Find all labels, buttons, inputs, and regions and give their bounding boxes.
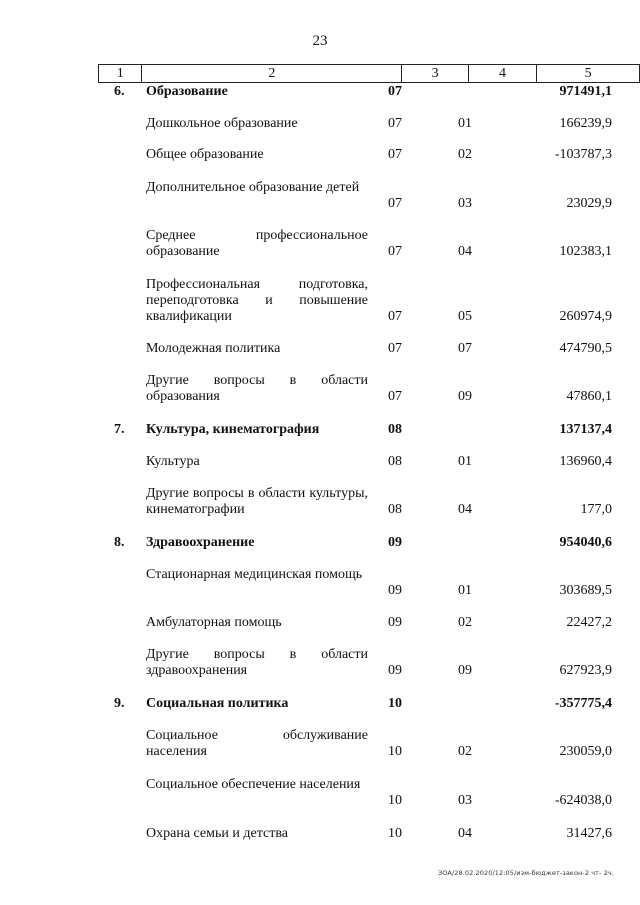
row-name: Культура, кинематография (146, 422, 320, 437)
row-subsection-code: 02 (458, 147, 472, 162)
row-section-code: 09 (388, 663, 402, 678)
row-name: Молодежная политика (146, 341, 281, 356)
row-section-code: 08 (388, 502, 402, 517)
row-subsection-code: 09 (458, 389, 472, 404)
row-amount: 22427,2 (566, 615, 612, 630)
row-subsection-code: 02 (458, 615, 472, 630)
row-name: Общее образование (146, 147, 264, 162)
row-name: Социальное обеспечение населения (146, 777, 361, 792)
row-section-code: 10 (388, 793, 402, 808)
row-section-code: 07 (388, 244, 402, 259)
row-name: Другие вопросы в области культуры, кинематографии (146, 486, 368, 517)
row-amount: -624038,0 (554, 793, 612, 808)
row-section-code: 07 (388, 147, 402, 162)
row-name: Здравоохранение (146, 535, 255, 550)
row-section-code: 09 (388, 583, 402, 598)
row-name: Дополнительное образование детей (146, 180, 360, 195)
row-section-code: 08 (388, 454, 402, 469)
row-name: Амбулаторная помощь (146, 615, 282, 630)
row-section-code: 09 (388, 535, 402, 550)
row-name: Среднее профессиональное образование (146, 228, 368, 259)
row-amount: -103787,3 (554, 147, 612, 162)
row-number: 9. (114, 696, 125, 711)
row-number: 7. (114, 422, 125, 437)
row-section-code: 07 (388, 116, 402, 131)
row-section-code: 09 (388, 615, 402, 630)
row-subsection-code: 01 (458, 583, 472, 598)
row-amount: 31427,6 (566, 826, 612, 841)
row-amount: 47860,1 (566, 389, 612, 404)
row-amount: 627923,9 (559, 663, 612, 678)
row-name: Охрана семьи и детства (146, 826, 288, 841)
row-name: Другие вопросы в области образования (146, 373, 368, 404)
row-section-code: 07 (388, 309, 402, 324)
header-col-2: 2 (142, 65, 402, 83)
row-number: 8. (114, 535, 125, 550)
row-amount: 177,0 (580, 502, 612, 517)
row-number: 6. (114, 84, 125, 99)
row-subsection-code: 04 (458, 244, 472, 259)
row-subsection-code: 04 (458, 502, 472, 517)
header-col-1: 1 (99, 65, 142, 83)
row-amount: 954040,6 (559, 535, 612, 550)
row-name: Дошкольное образование (146, 116, 298, 131)
document-footer-stamp: ЗОА/28.02.2020/12:05/изм-бюджет-закон-2 чт- 2ч. (437, 869, 614, 877)
row-subsection-code: 02 (458, 744, 472, 759)
row-name: Стационарная медицинская помощь (146, 567, 363, 582)
row-section-code: 10 (388, 826, 402, 841)
row-subsection-code: 03 (458, 196, 472, 211)
row-amount: 23029,9 (566, 196, 612, 211)
row-subsection-code: 04 (458, 826, 472, 841)
row-subsection-code: 01 (458, 454, 472, 469)
row-section-code: 07 (388, 341, 402, 356)
row-amount: 230059,0 (559, 744, 612, 759)
page-number: 23 (312, 33, 328, 49)
row-name: Образование (146, 84, 228, 99)
row-name: Культура (146, 454, 200, 469)
row-section-code: 07 (388, 84, 402, 99)
row-amount: -357775,4 (554, 696, 612, 711)
header-col-4: 4 (468, 65, 536, 83)
row-name: Другие вопросы в области здравоохранения (146, 647, 368, 678)
row-amount: 102383,1 (559, 244, 612, 259)
row-section-code: 08 (388, 422, 402, 437)
row-subsection-code: 03 (458, 793, 472, 808)
row-amount: 260974,9 (559, 309, 612, 324)
row-subsection-code: 01 (458, 116, 472, 131)
row-amount: 137137,4 (559, 422, 612, 437)
row-subsection-code: 07 (458, 341, 472, 356)
row-section-code: 07 (388, 389, 402, 404)
header-col-3: 3 (402, 65, 468, 83)
row-name: Социальное обслуживание населения (146, 728, 368, 759)
header-col-5: 5 (537, 65, 640, 83)
row-amount: 971491,1 (559, 84, 612, 99)
row-section-code: 10 (388, 744, 402, 759)
row-amount: 303689,5 (559, 583, 612, 598)
row-amount: 474790,5 (559, 341, 612, 356)
row-subsection-code: 09 (458, 663, 472, 678)
row-section-code: 10 (388, 696, 402, 711)
row-amount: 136960,4 (559, 454, 612, 469)
row-name: Профессиональная подготовка, переподготовка и повышение квалификации (146, 277, 368, 324)
row-amount: 166239,9 (559, 116, 612, 131)
row-section-code: 07 (388, 196, 402, 211)
row-name: Социальная политика (146, 696, 289, 711)
row-subsection-code: 05 (458, 309, 472, 324)
